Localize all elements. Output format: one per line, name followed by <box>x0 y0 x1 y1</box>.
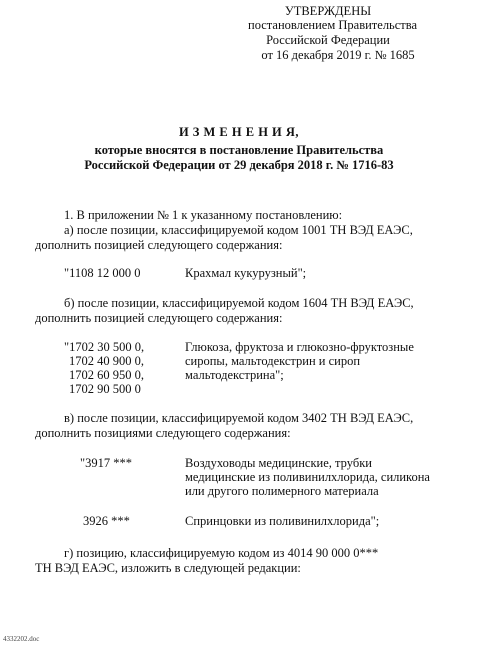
item-c-code-1: "3917 *** <box>80 456 132 470</box>
item-c-name-1a: Воздуховоды медицинские, трубки <box>185 456 372 470</box>
paragraph-1: 1. В приложении № 1 к указанному постановлению: <box>64 208 343 222</box>
item-a-line-2: дополнить позицией следующего содержания: <box>35 238 283 252</box>
item-d-line-2: ТН ВЭД ЕАЭС, изложить в следующей редакции: <box>35 561 301 575</box>
document-subtitle-1: которые вносятся в постановление Правительства <box>94 143 384 157</box>
item-d-line-1: г) позицию, классифицируемую кодом из 4014 90 000 0*** <box>64 546 379 560</box>
item-a-line-1: а) после позиции, классифицируемой кодом 1001 ТН ВЭД ЕАЭС, <box>64 223 413 237</box>
approval-title: УТВЕРЖДЕНЫ <box>284 4 372 18</box>
item-a-name: Крахмал кукурузный"; <box>185 266 307 280</box>
item-b-name-1: Глюкоза, фруктоза и глюкозно-фруктозные <box>185 340 414 354</box>
item-c-line-2: дополнить позициями следующего содержания: <box>35 426 291 440</box>
document-title: И З М Е Н Е Н И Я, <box>178 125 300 139</box>
item-c-line-1: в) после позиции, классифицируемой кодом 3402 ТН ВЭД ЕАЭС, <box>64 411 414 425</box>
item-c-name-1b: медицинские из поливинилхлорида, силикона <box>185 470 430 484</box>
item-b-line-1: б) после позиции, классифицируемой кодом 1604 ТН ВЭД ЕАЭС, <box>64 296 414 310</box>
item-a-code: "1108 12 000 0 <box>64 266 141 280</box>
approval-line-3: от 16 декабря 2019 г. № 1685 <box>261 48 415 62</box>
approval-line-2: Российской Федерации <box>266 33 390 47</box>
item-c-name-2: Спринцовки из поливинилхлорида"; <box>185 514 380 528</box>
item-c-name-1c: или другого полимерного материала <box>185 484 379 498</box>
document-subtitle-2: Российской Федерации от 29 декабря 2018 г. № 1716-83 <box>84 158 394 172</box>
approval-line-1: постановлением Правительства <box>248 18 418 32</box>
item-b-code-2: 1702 40 900 0, <box>69 354 144 368</box>
item-c-code-2: 3926 *** <box>83 514 130 528</box>
item-b-code-3: 1702 60 950 0, <box>69 368 144 382</box>
item-b-name-2: сиропы, мальтодекстрин и сироп <box>185 354 361 368</box>
item-b-line-2: дополнить позицией следующего содержания: <box>35 311 283 325</box>
item-b-code-4: 1702 90 500 0 <box>69 382 141 396</box>
document-id: 4332202.doc <box>3 635 40 643</box>
item-b-code-1: "1702 30 500 0, <box>64 340 145 354</box>
item-b-name-3: мальтодекстрина"; <box>185 368 284 382</box>
